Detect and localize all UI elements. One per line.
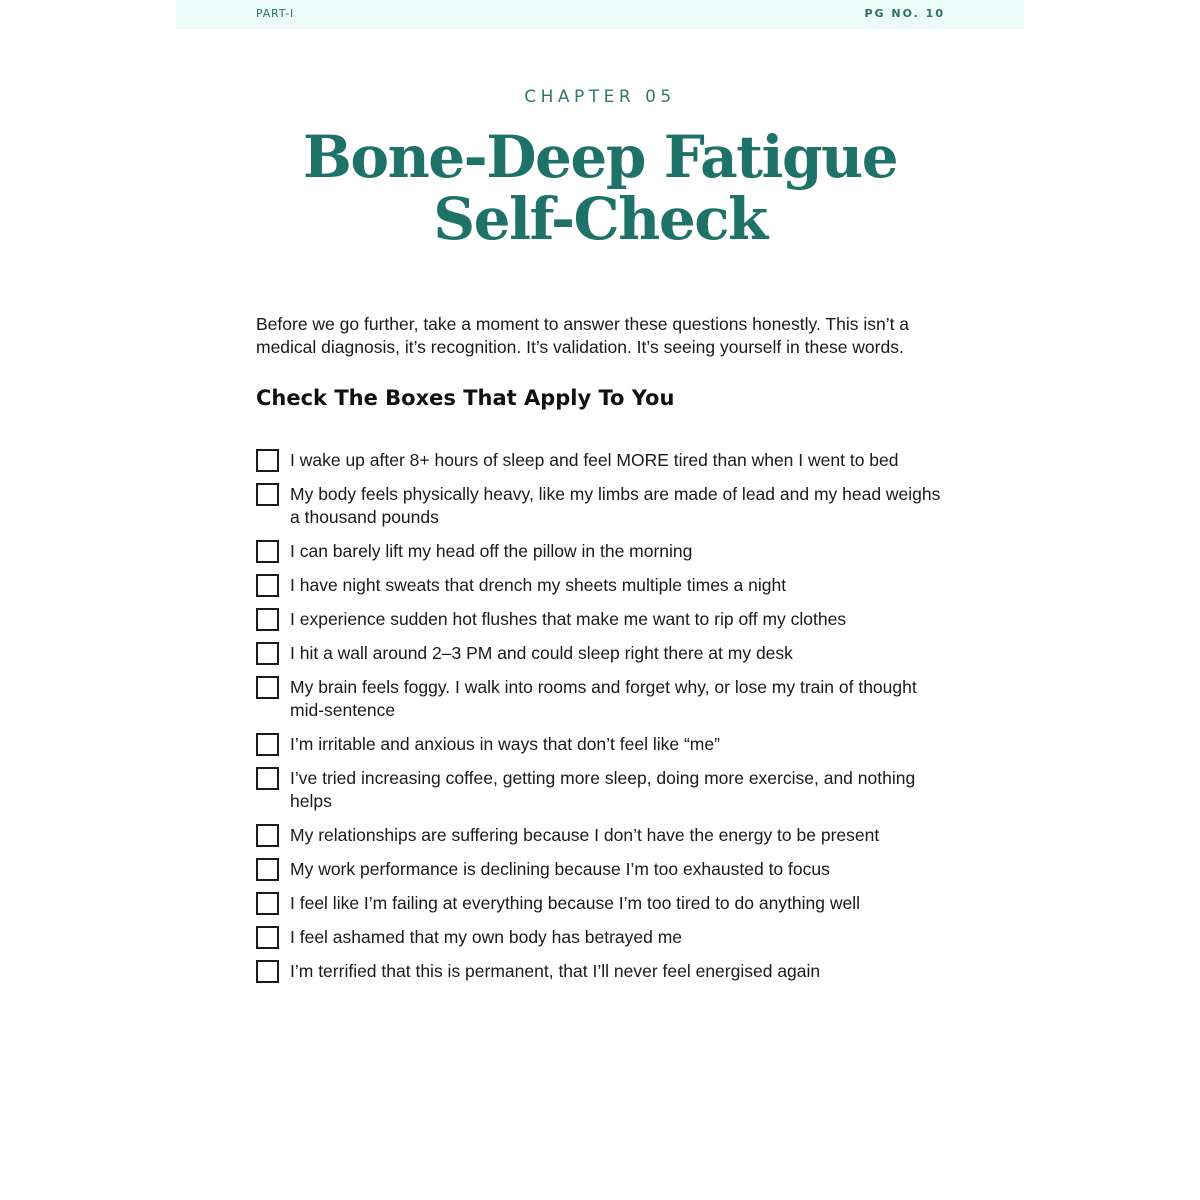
- checkbox[interactable]: [256, 767, 279, 790]
- checklist-item: [256, 767, 946, 813]
- part-label: PART-I: [256, 7, 295, 20]
- checklist-item-text: I have night sweats that drench my sheets multiple times a night: [290, 575, 787, 595]
- page-number: PG NO. 10: [864, 7, 945, 20]
- checkbox[interactable]: [256, 858, 279, 881]
- checklist-item-text: I feel like I’m failing at everything because I’m too tired to do anything well: [290, 893, 861, 913]
- chapter-label: CHAPTER 05: [524, 87, 676, 107]
- checklist-item: [256, 892, 946, 915]
- checkbox[interactable]: [256, 540, 279, 563]
- checklist-item-text: I’ve tried increasing coffee, getting more sleep, doing more exercise, and nothing helps: [290, 768, 916, 811]
- checklist-item: [256, 733, 946, 756]
- chapter-title: [0, 123, 1200, 253]
- checklist: [256, 449, 946, 994]
- checkbox[interactable]: [256, 449, 279, 472]
- checklist-item-text: My body feels physically heavy, like my limbs are made of lead and my head weighs a thousand pounds: [290, 484, 941, 527]
- checklist-item: [256, 449, 946, 472]
- checkbox[interactable]: [256, 960, 279, 983]
- checkbox[interactable]: [256, 483, 279, 506]
- checklist-item-text: My work performance is declining because I’m too exhausted to focus: [290, 859, 830, 879]
- checkbox[interactable]: [256, 574, 279, 597]
- checkbox[interactable]: [256, 733, 279, 756]
- checkbox[interactable]: [256, 642, 279, 665]
- checklist-item-text: I hit a wall around 2–3 PM and could sleep right there at my desk: [290, 643, 793, 663]
- checklist-item-text: I’m irritable and anxious in ways that don’t feel like “me”: [290, 734, 720, 754]
- checklist-item: [256, 676, 946, 722]
- checkbox[interactable]: [256, 926, 279, 949]
- page-header: [176, 0, 1024, 29]
- checklist-item: [256, 926, 946, 949]
- checklist-item: [256, 608, 946, 631]
- checklist-item: [256, 960, 946, 983]
- checklist-item: [256, 824, 946, 847]
- checkbox[interactable]: [256, 608, 279, 631]
- checklist-item: [256, 642, 946, 665]
- chapter-title-line-1: Bone-Deep Fatigue: [302, 123, 898, 191]
- checklist-item: [256, 540, 946, 563]
- checklist-item: [256, 483, 946, 529]
- checklist-item-text: I feel ashamed that my own body has betrayed me: [290, 927, 683, 947]
- checklist-item-text: I can barely lift my head off the pillow in the morning: [290, 541, 693, 561]
- checklist-item-text: My relationships are suffering because I don’t have the energy to be present: [290, 825, 880, 845]
- checklist-item-text: I wake up after 8+ hours of sleep and feel MORE tired than when I went to bed: [290, 450, 899, 470]
- checklist-item-text: I experience sudden hot flushes that make me want to rip off my clothes: [290, 609, 847, 629]
- checklist-item-text: My brain feels foggy. I walk into rooms and forget why, or lose my train of thought mid-sentence: [290, 677, 917, 720]
- checkbox[interactable]: [256, 824, 279, 847]
- chapter-title-line-2: Self-Check: [433, 185, 767, 253]
- intro-paragraph: Before we go further, take a moment to answer these questions honestly. This isn’t a medical diagnosis, it’s recognition. It’s validation. It’s seeing yourself in these words.: [256, 314, 910, 357]
- section-heading: Check The Boxes That Apply To You: [256, 386, 675, 410]
- checkbox[interactable]: [256, 892, 279, 915]
- checklist-item: [256, 574, 946, 597]
- checklist-item-text: I’m terrified that this is permanent, that I’ll never feel energised again: [290, 961, 821, 981]
- checkbox[interactable]: [256, 676, 279, 699]
- checklist-item: [256, 858, 946, 881]
